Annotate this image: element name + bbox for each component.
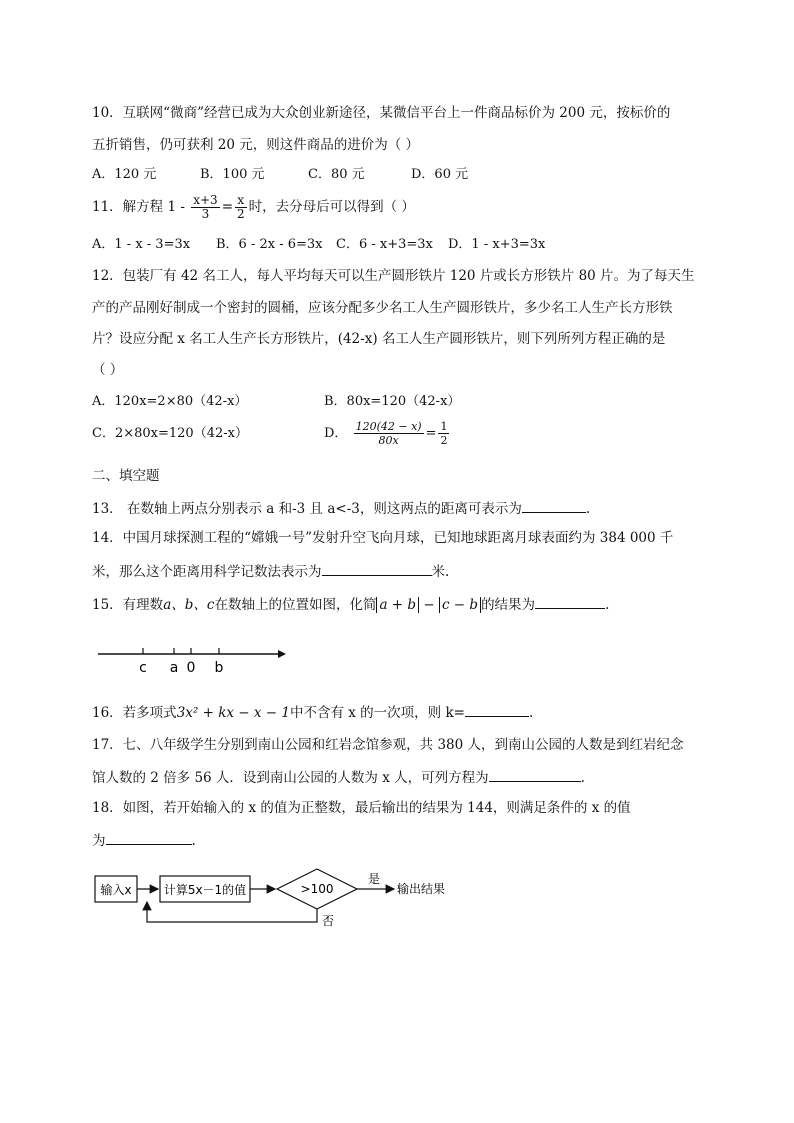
q11-equals: = <box>221 199 233 215</box>
q12-option-d <box>324 420 451 448</box>
q15-abs-2: c − b <box>439 597 481 613</box>
q13-line: 13． 在数轴上两点分别表示 a 和-3 且 a<-3，则这两点的距离可表示为 . <box>92 498 590 518</box>
q14-line2 <box>92 561 449 581</box>
q11-option-a: A．1 - x - 3=3x <box>92 237 191 252</box>
q11-frac2-denominator: 2 <box>237 207 245 221</box>
q12-line3: 片？设应分配 x 名工人生产长方形铁片，(42-x) 名工人生产圆形铁片，则下列所列方程正确的是 <box>92 331 666 347</box>
q14-unit: 米. <box>431 564 450 580</box>
q13-answer-blank[interactable] <box>522 498 586 513</box>
q18-answer-blank[interactable] <box>106 830 192 845</box>
q15-suffix: 的结果为 <box>481 597 536 613</box>
q16-answer-blank[interactable] <box>465 702 529 717</box>
q11-suffix: 时，去分母后可以得到（ ） <box>248 199 415 215</box>
q16-line: 16．若多项式3x² + kx − x − 1中不含有 x 的一次项，则 k= . <box>92 702 533 722</box>
q12-option-d-half <box>438 420 449 447</box>
section-fill-in-heading: 二、填空题 <box>92 468 160 484</box>
q15-vars: a、b、c <box>163 597 215 613</box>
q10-line2: 五折销售，仍可获利 20 元，则这件商品的进价为（ ） <box>92 137 420 153</box>
q15-minus: − <box>419 597 439 613</box>
q10-option-b: B．100 元 <box>200 167 265 182</box>
q12-optd-denominator: 80x <box>378 434 399 447</box>
flow-loop-arrow <box>147 902 317 922</box>
q12-option-d-fraction <box>354 420 424 447</box>
q11-fraction-1 <box>191 194 219 221</box>
q11-frac2-numerator: x <box>235 194 247 208</box>
q15-prefix: 15．有理数 <box>92 597 164 613</box>
q12-optd-rnum: 1 <box>440 420 448 433</box>
q12-optd-numerator: 120(42 − x) <box>355 420 422 433</box>
q18-line2: 为 . <box>92 830 196 850</box>
q14-text: 米，那么这个距离用科学记数法表示为 <box>92 564 322 580</box>
q11-line <box>92 194 415 221</box>
number-line-label-0: 0 <box>186 660 196 676</box>
flow-no-label: 否 <box>321 914 335 928</box>
q12-optd-rden: 2 <box>440 434 448 447</box>
flow-input-label: 输入x <box>100 883 132 897</box>
flow-yes-label: 是 <box>367 872 381 886</box>
number-line-label-b: b <box>214 660 224 676</box>
q11-frac1-numerator: x+3 <box>193 193 218 207</box>
q12-optd-equals: = <box>425 426 437 441</box>
q11-fraction-2 <box>235 194 247 221</box>
q16-expression: 3x² + kx − x − 1 <box>176 705 290 721</box>
flow-compute-label: 计算5x－1的值 <box>163 883 247 897</box>
q18-line1: 18．如图，若开始输入的 x 的值为正整数，最后输出的结果为 144，则满足条件的 x 的值 <box>92 800 631 816</box>
number-line-figure <box>96 640 286 676</box>
q17-line2: 馆人数的 2 倍多 56 人．设到南山公园的人数为 x 人，可列方程为 . <box>92 767 585 787</box>
q14-line1: 14．中国月球探测工程的“嫦娥一号”发射升空飞向月球，已知地球距离月球表面约为 384 000 千 <box>92 530 674 546</box>
q13-text: 13． 在数轴上两点分别表示 a 和-3 且 a<-3，则这两点的距离可表示为 <box>92 501 522 517</box>
q11-prefix: 11．解方程 1 - <box>92 199 185 215</box>
q10-option-d: D．60 元 <box>411 167 469 182</box>
q17-line1: 17．七、八年级学生分别到南山公园和红岩念馆参观，共 380 人，到南山公园的人数是到红岩纪念 <box>92 737 684 753</box>
flowchart-figure <box>92 862 452 932</box>
q11-frac1-denominator: 3 <box>201 207 210 221</box>
q12-line2: 产的产品刚好制成一个密封的圆桶，应该分配多少名工人生产圆形铁片，多少名工人生产长方形铁 <box>92 300 673 316</box>
q15-abs-1: a + b <box>376 597 419 613</box>
q12-line4: （ ） <box>92 362 124 378</box>
number-line-arrow-icon <box>278 650 286 658</box>
q15-line: 15．有理数a、b、c在数轴上的位置如图，化简 a + b − c − b 的结果为 . <box>92 594 609 614</box>
q12-line1: 12．包装厂有 42 名工人，每人平均每天可以生产圆形铁片 120 片或长方形铁片 80 片。为了每天生 <box>92 268 695 284</box>
q16-prefix: 16．若多项式 <box>92 705 177 721</box>
q12-option-b: B．80x=120（42-x） <box>324 394 461 409</box>
q12-option-d-label: D． <box>324 426 348 441</box>
q16-suffix: 中不含有 x 的一次项，则 k= <box>289 705 465 721</box>
q11-option-d: D．1 - x+3=3x <box>448 237 546 252</box>
flow-output-label: 输出结果 <box>397 882 446 896</box>
q12-option-c: C．2×80x=120（42-x） <box>92 426 248 441</box>
q10-option-c: C．80 元 <box>308 167 365 182</box>
q18-text: 为 <box>92 833 106 849</box>
number-line-label-a: a <box>169 660 179 676</box>
q17-text: 馆人数的 2 倍多 56 人．设到南山公园的人数为 x 人，可列方程为 <box>92 770 489 786</box>
q14-answer-blank[interactable] <box>322 561 432 576</box>
q11-option-c: C．6 - x+3=3x <box>336 237 433 252</box>
flow-decision-label: >100 <box>300 882 334 896</box>
q11-option-b: B．6 - 2x - 6=3x <box>216 237 323 252</box>
number-line-label-c: c <box>139 660 147 676</box>
q12-option-a: A．120x=2×80（42-x） <box>92 394 248 409</box>
q10-line1: 10．互联网“微商”经营已成为大众创业新途径，某微信平台上一件商品标价为 200 元，按标价的 <box>92 105 671 121</box>
q15-answer-blank[interactable] <box>535 594 605 609</box>
q17-answer-blank[interactable] <box>489 767 581 782</box>
q10-option-a: A．120 元 <box>92 167 157 182</box>
q15-mid: 在数轴上的位置如图，化简 <box>214 597 377 613</box>
